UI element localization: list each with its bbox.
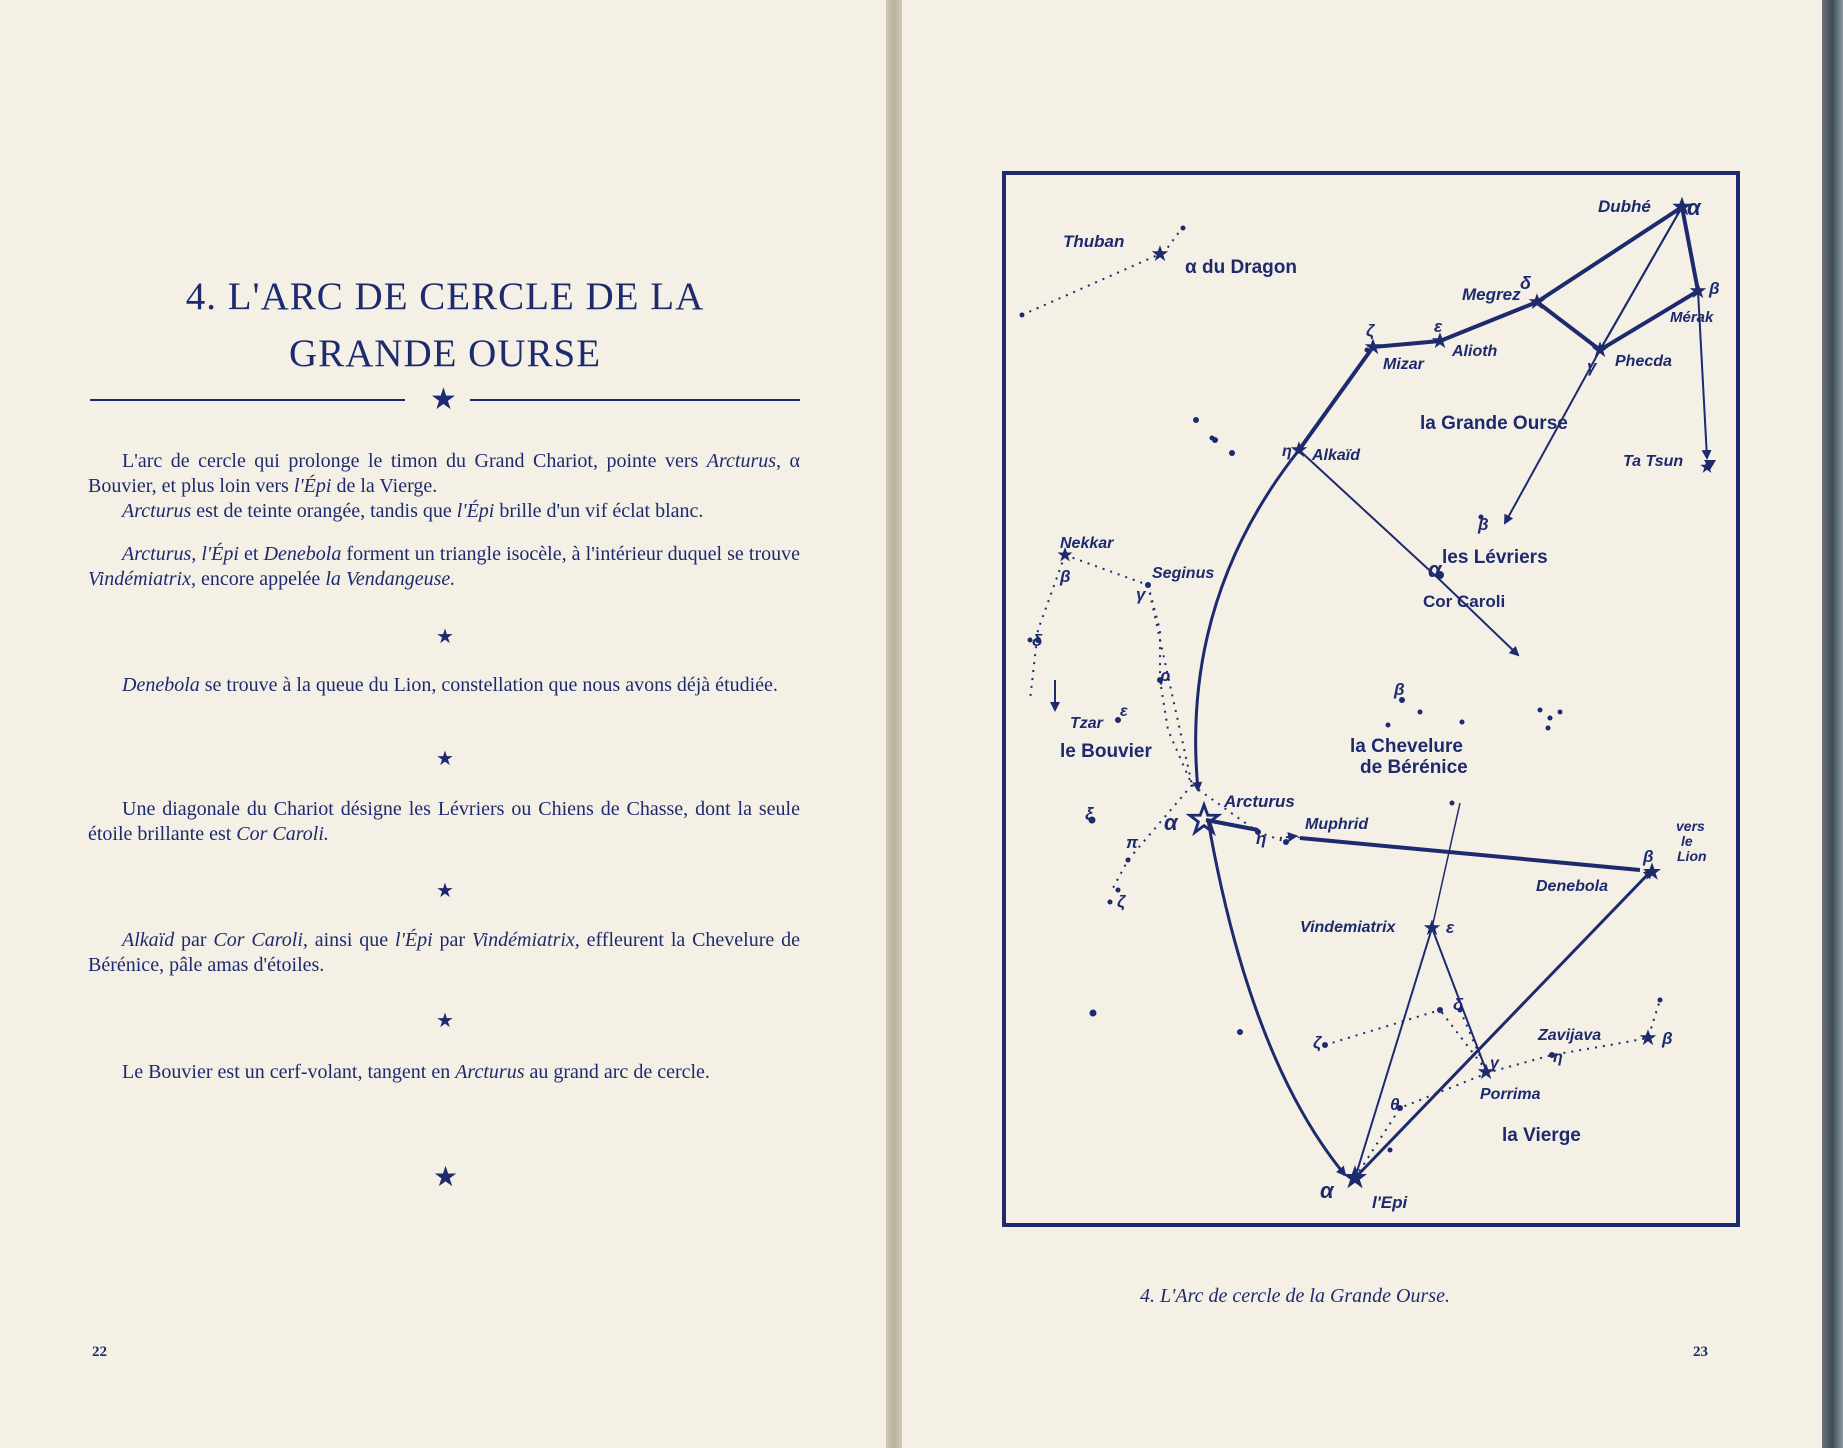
label-alioth: Alioth	[1452, 343, 1498, 360]
title-line-1: 4. L'ARC DE CERCLE DE LA	[185, 275, 705, 318]
text-run: l'Épi	[293, 475, 332, 497]
label-vers: vers	[1676, 818, 1705, 834]
text-run: Denebola	[263, 543, 342, 565]
arcturus-star-icon	[1190, 805, 1219, 833]
text-run: Le Bouvier est un cerf-volant, tangent en	[122, 1061, 456, 1083]
label-cor-caroli-alpha: α	[1428, 557, 1442, 582]
text-run: l'Épi	[395, 929, 433, 951]
label-denebola: Denebola	[1536, 878, 1609, 895]
label-delta: δ	[1032, 631, 1043, 650]
label-theta: θ	[1390, 1095, 1400, 1114]
arc-to-epi	[1208, 820, 1345, 1175]
label-merak-beta: β	[1709, 279, 1720, 298]
label-alkaid-eta: η	[1282, 443, 1292, 460]
label-grande-ourse: la Grande Ourse	[1420, 413, 1568, 434]
bouvier-lines	[1030, 555, 1286, 890]
text-run: Vindémiatrix,	[88, 568, 196, 590]
label-alkaid: Alkaïd	[1312, 447, 1361, 464]
text-run: brille d'un vif éclat blanc.	[494, 500, 704, 522]
label-seginus: Seginus	[1152, 565, 1215, 582]
text-run: Arcturus, l'Épi	[122, 543, 239, 565]
separator-star-icon: ★	[436, 1010, 454, 1032]
text-run: se trouve à la queue du Lion, constellation que nous avons déjà étudiée.	[199, 674, 778, 696]
label-bouvier-zeta: ζ	[1117, 892, 1126, 911]
page-number-left: 22	[92, 1344, 107, 1360]
text-run: Cor Caroli,	[213, 929, 308, 951]
text-run: L'arc de cercle qui prolonge le timon du Grand Chariot, pointe vers	[122, 450, 707, 472]
vindemiatrix-star-icon	[1424, 919, 1441, 935]
zavijava-star-icon	[1640, 1029, 1657, 1045]
text-run: de la Vierge.	[331, 475, 438, 497]
text-run: Vindémiatrix,	[471, 929, 580, 951]
label-megrez-delta: δ	[1520, 273, 1531, 293]
text-run: encore appelée	[195, 568, 326, 590]
text-run: par	[432, 929, 472, 951]
label-dubhe-alpha: α	[1687, 195, 1701, 220]
label-muphrid-eta: η	[1256, 829, 1267, 848]
label-lion: Lion	[1677, 848, 1707, 864]
thuban-star-icon	[1152, 245, 1169, 261]
label-porrima-gamma: γ	[1490, 1055, 1499, 1072]
text-run: et	[238, 543, 264, 565]
label-chevelure-1: la Chevelure	[1350, 736, 1463, 757]
separator-star-icon: ★	[436, 880, 454, 902]
dragon-line	[1163, 228, 1182, 254]
label-nekkar: Nekkar	[1060, 535, 1114, 552]
map-caption: 4. L'Arc de cercle de la Grande Ourse.	[1140, 1285, 1450, 1307]
separator-star-icon: ★	[436, 748, 454, 770]
label-xi: ξ	[1085, 804, 1094, 824]
text-run: α Bouvier, et plus loin vers	[88, 450, 801, 497]
text-run: Denebola	[122, 674, 200, 696]
text-run: la Vendangeuse.	[325, 568, 456, 590]
arc-to-arcturus	[1196, 450, 1299, 790]
label-seginus-gamma: γ	[1136, 585, 1146, 604]
label-zavijava-beta: β	[1662, 1029, 1673, 1048]
title-star-icon: ★	[430, 383, 457, 416]
text-run: effleurent la Chevelure de Bérénice, pâle amas d'étoiles.	[88, 929, 800, 976]
arcturus-denebola-line	[1300, 838, 1640, 870]
text-run: par	[174, 929, 214, 951]
label-chevelure-beta: β	[1394, 680, 1405, 699]
separator-star-icon: ★	[436, 626, 454, 648]
label-mizar-zeta: ζ	[1366, 321, 1375, 340]
label-muphrid: Muphrid	[1305, 816, 1369, 833]
label-denebola-beta: β	[1643, 847, 1654, 866]
label-virgo-zeta: ζ	[1313, 1033, 1322, 1052]
label-ta-tsun: Ta Tsun	[1623, 453, 1684, 470]
label-phecda: Phecda	[1615, 353, 1672, 370]
label-pi: π	[1126, 833, 1139, 852]
text-run: au grand arc de cercle.	[524, 1061, 710, 1083]
label-levriers-beta: β	[1478, 515, 1489, 534]
label-porrima: Porrima	[1480, 1086, 1541, 1103]
end-star-icon: ★	[433, 1162, 459, 1193]
label-arcturus-alpha: α	[1164, 810, 1178, 835]
label-rho: ρ	[1160, 666, 1171, 685]
label-alpha-dragon: α du Dragon	[1185, 257, 1297, 278]
label-zavijava-eta: η	[1553, 1049, 1563, 1066]
label-dubhe: Dubhé	[1598, 197, 1651, 216]
text-run: ainsi que	[307, 929, 396, 951]
label-bouvier: le Bouvier	[1060, 741, 1152, 762]
label-megrez: Megrez	[1462, 285, 1521, 304]
label-virgo-delta: δ	[1453, 995, 1464, 1014]
text-run: est de teinte orangée, tandis que	[191, 500, 457, 522]
label-chevelure-2: de Bérénice	[1360, 757, 1468, 778]
label-levriers: les Lévriers	[1442, 547, 1548, 568]
label-tzar-epsilon: ε	[1120, 703, 1128, 720]
text-run: l'Épi	[456, 500, 495, 522]
text-run: Arcturus	[455, 1061, 525, 1083]
label-vindemiatrix: Vindemiatrix	[1300, 919, 1396, 936]
text-run: forment un triangle isocèle, à l'intérieur duquel se trouve	[341, 543, 800, 565]
label-zavijava: Zavijava	[1538, 1027, 1602, 1044]
page-number-right: 23	[1693, 1344, 1708, 1360]
label-nekkar-beta: β	[1060, 567, 1071, 586]
label-vierge: la Vierge	[1502, 1125, 1581, 1146]
thuban-line	[1022, 254, 1160, 315]
label-phecda-gamma: γ	[1587, 357, 1597, 376]
label-arcturus: Arcturus	[1224, 792, 1295, 811]
label-le: le	[1681, 833, 1693, 849]
text-run: Arcturus	[122, 500, 192, 522]
label-thuban: Thuban	[1063, 232, 1125, 251]
text-run: Une diagonale du Chariot désigne les Lévriers ou Chiens de Chasse, dont la seule étoile brillante est	[88, 798, 800, 845]
label-tzar: Tzar	[1070, 715, 1103, 732]
text-run: Cor Caroli.	[236, 823, 329, 845]
title-line-2: GRANDE OURSE	[288, 332, 602, 375]
text-run: Alkaïd	[122, 929, 175, 951]
label-cor-caroli: Cor Caroli	[1423, 592, 1506, 611]
label-merak: Mérak	[1670, 309, 1714, 326]
label-epi-alpha: α	[1320, 1178, 1334, 1203]
label-epi: l'Epi	[1372, 1193, 1408, 1212]
label-alioth-epsilon: ε	[1434, 317, 1443, 336]
label-mizar: Mizar	[1383, 356, 1424, 373]
text-run: Arcturus,	[706, 450, 782, 472]
label-vindemiatrix-epsilon: ε	[1446, 918, 1455, 937]
